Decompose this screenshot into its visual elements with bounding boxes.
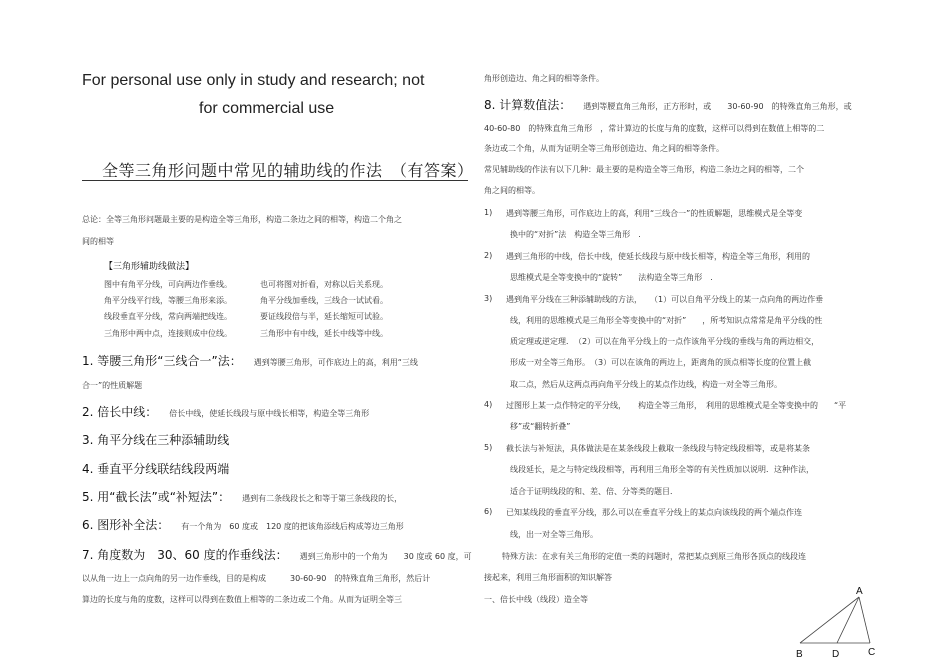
item-3-line5: 取二点，然后从这两点再向角平分线上的某点作边线，构造一对全等三角形。 (510, 380, 782, 389)
segment-ac (859, 597, 870, 643)
item-3-line3: 质定理或逆定理． （2）可以在角平分线上的一点作该角平分线的垂线与角的两边相交， (510, 337, 820, 346)
rhyme-line-2b: 角平分线加垂线，三线合一试试看。 (260, 296, 388, 305)
heading-5-label: 5. 用“截长法”或“补短法”： (82, 490, 231, 504)
segment-ad (837, 597, 859, 643)
vertex-label-b: B (796, 649, 803, 660)
item-3-number: 3) (484, 294, 493, 303)
heading-8-desc: 遇到等腰直角三角形，正方形时，或 30-60-90 的特殊直角三角形，或 (583, 102, 852, 111)
vertex-label-a: A (856, 586, 863, 597)
item-2-line2: 思维模式是全等变换中的“旋转” 法构造全等三角形 . (510, 273, 713, 282)
item-6-line1: 已知某线段的垂直平分线，那么可以在垂直平分线上的某点向该线段的两个端点作连 (506, 508, 802, 517)
special-method-line1: 特殊方法：在求有关三角形的定值一类的问题时，常把某点到原三角形各顶点的线段连 (502, 552, 806, 561)
heading-2 (82, 403, 369, 420)
item-1-number: 1) (484, 208, 493, 217)
rhyme-line-4a: 三角形中两中点，连接则成中位线。 (104, 329, 232, 338)
english-notice-line1: For personal use only in study and research; not (82, 72, 425, 89)
item-1-line2: 换中的“对折”法 构造全等三角形 . (510, 230, 641, 239)
rhyme-line-1b: 也可将图对折看，对称以后关系现。 (260, 280, 388, 289)
heading-6-label: 6. 图形补全法： (82, 518, 170, 532)
item-6-number: 6) (484, 507, 493, 516)
item-5-line3: 适合于证明线段的和、差、倍、分等类的题目． (510, 487, 678, 496)
heading-3: 3. 角平分线在三种添辅助线 (82, 433, 230, 447)
intro-line2: 角之间的相等。 (484, 186, 540, 195)
heading-8-continued-2: 条边或二个角，从而为证明全等三角形创造边、角之间的相等条件。 (484, 144, 724, 153)
heading-6 (82, 516, 404, 533)
heading-7-desc: 遇到三角形中的一个角为 30 度或 60 度，可 (299, 552, 472, 561)
item-5-line1: 截长法与补短法，具体做法是在某条线段上截取一条线段与特定线段相等，或是将某条 (506, 444, 810, 453)
heading-8 (484, 96, 852, 113)
heading-6-desc: 有一个角为 60 度或 120 度的把该角添线后构成等边三角形 (181, 522, 404, 531)
summary-line1: 总论：全等三角形问题最主要的是构造全等三角形，构造二条边之间的相等，构造二个角之 (82, 215, 402, 224)
heading-7-label: 7. 角度数为 30、60 度的作垂线法： (82, 548, 288, 562)
rhyme-line-3b: 要证线段倍与半，延长缩短可试验。 (260, 312, 388, 321)
rhyme-line-2a: 角平分线平行线，等腰三角形来添。 (104, 296, 232, 305)
point-label-d: D (832, 649, 840, 660)
heading-7-continued-1: 以从角一边上一点向角的另一边作垂线，目的是构成 30-60-90 的特殊直角三角形，然后计 (82, 574, 431, 583)
rhyme-line-1a: 图中有角平分线，可向两边作垂线。 (104, 280, 232, 289)
heading-8-continued-1: 40-60-80 的特殊直角三角形 ，常计算边的长度与角的度数，这样可以得到在数值上相等的二 (484, 124, 825, 133)
heading-1 (82, 352, 418, 369)
heading-8-label: 8. 计算数值法： (484, 98, 572, 112)
section-1-heading: 一、倍长中线（线段）造全等 (484, 595, 588, 604)
triangle-figure (790, 585, 890, 665)
heading-1-desc: 遇到等腰三角形，可作底边上的高，利用“三线 (253, 358, 418, 367)
heading-2-label: 2. 倍长中线： (82, 405, 158, 419)
item-3-line2: 线，利用的思维模式是三角形全等变换中的“对折” ，所考知识点常常是角平分线的性 (510, 316, 823, 325)
item-3-line1: 遇到角平分线在三种添辅助线的方法， （1）可以自角平分线上的某一点向角的两边作垂 (506, 295, 824, 304)
vertex-label-c: C (868, 647, 876, 658)
heading-1-label: 1. 等腰三角形“三线合一”法： (82, 354, 242, 368)
item-3-line4: 形成一对全等三角形。 （3）可以在该角的两边上，距离角的顶点相等长度的位置上截 (510, 358, 812, 367)
item-1-line1: 遇到等腰三角形，可作底边上的高，利用“三线合一”的性质解题，思维模式是全等变 (506, 209, 803, 218)
intro-line1: 常见辅助线的作法有以下几种：最主要的是构造全等三角形，构造二条边之间的相等，二个 (484, 165, 804, 174)
english-notice-line2: for commercial use (199, 100, 335, 117)
item-6-line2: 线，出一对全等三角形。 (510, 530, 598, 539)
heading-4: 4. 垂直平分线联结线段两端 (82, 462, 230, 476)
item-4-number: 4) (484, 400, 493, 409)
heading-5-desc: 遇到有二条线段长之和等于第三条线段的长， (242, 494, 403, 503)
title-underline (82, 180, 468, 181)
rhyme-title: 【三角形辅助线做法】 (104, 262, 195, 272)
item-2-number: 2) (484, 251, 493, 260)
right-line-0: 角形创造边、角之间的相等条件。 (484, 74, 604, 83)
item-4-line2: 移”或“翻转折叠” (510, 422, 571, 431)
summary-line2: 间的相等 (82, 237, 114, 246)
heading-7-continued-2: 算边的长度与角的度数，这样可以得到在数值上相等的二条边或二个角。从而为证明全等三 (82, 595, 402, 604)
heading-2-desc: 倍长中线，使延长线段与原中线长相等，构造全等三角形 (169, 409, 370, 418)
rhyme-line-4b: 三角形中有中线，延长中线等中线。 (260, 329, 388, 338)
segment-ab (800, 597, 859, 643)
heading-1-continued: 合一”的性质解题 (82, 381, 143, 390)
item-5-line2: 线段延长，是之与特定线段相等，再利用三角形全等的有关性质加以说明．这种作法， (510, 465, 814, 474)
heading-7 (82, 546, 472, 563)
item-4-line1: 过图形上某一点作特定的平分线， 构造全等三角形， 利用的思维模式是全等变换中的 “平 (506, 401, 847, 410)
rhyme-line-3a: 线段垂直平分线，常向两端把线连。 (104, 312, 232, 321)
item-5-number: 5) (484, 443, 493, 452)
heading-5 (82, 488, 402, 505)
special-method-line2: 接起来，利用三角形面积的知识解答 (484, 573, 612, 582)
document-title: 全等三角形问题中常见的辅助线的作法 （有答案） (102, 161, 474, 180)
item-2-line1: 遇到三角形的中线，倍长中线，使延长线段与原中线长相等，构造全等三角形，利用的 (506, 252, 810, 261)
